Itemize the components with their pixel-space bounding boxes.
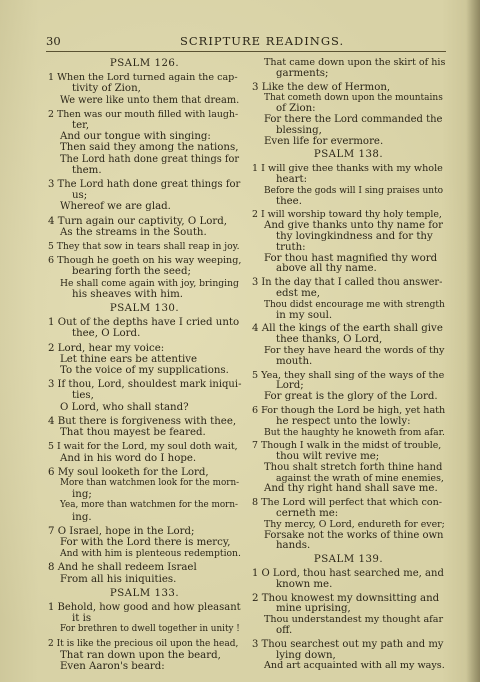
verse xyxy=(252,371,445,403)
verse-line: above all thy name. xyxy=(276,263,377,275)
verse-line: 2 I will worship toward thy holy temple, xyxy=(252,209,442,221)
verse-line: That cometh down upon the mountains xyxy=(264,93,443,104)
left-column xyxy=(48,58,241,675)
page-edge-shadow xyxy=(466,0,480,682)
verse-line: 1 O Lord, thou hast searched me, and xyxy=(252,568,444,580)
verse-line: 3 If thou, Lord, shouldest mark iniqui- xyxy=(48,379,242,391)
verse-line: For with the Lord there is mercy, xyxy=(60,536,231,548)
verse-line: 3 Thou searchest out my path and my xyxy=(252,638,444,650)
verse xyxy=(252,324,445,367)
verse-line: of Zion: xyxy=(276,103,316,115)
verse-line: As the streams in the South. xyxy=(60,226,207,238)
verse-line: bearing forth the seed; xyxy=(72,266,191,278)
verse-line: And in his word do I hope. xyxy=(60,452,197,464)
verse xyxy=(252,640,445,672)
verse-line: 5 They that sow in tears shall reap in joy. xyxy=(48,241,240,253)
verse-line: And our tongue with singing: xyxy=(60,131,211,143)
verse-line: For brethren to dwell together in unity ! xyxy=(60,624,240,635)
verse-line: edst me, xyxy=(276,287,321,299)
verse-line: And with him is plenteous redemption. xyxy=(60,548,241,560)
verse-line: From all his iniquities. xyxy=(60,573,177,585)
verse-line: Forsake not the works of thine own xyxy=(264,529,444,541)
verse-line: 3 Like the dew of Hermon, xyxy=(252,81,391,93)
verse-line: tivity of Zion, xyxy=(72,83,141,95)
verse-line: thy lovingkindness and for thy xyxy=(276,230,433,242)
verse xyxy=(252,441,445,495)
verse-line: 1 Out of the depths have I cried unto xyxy=(48,317,240,329)
verse-line: them. xyxy=(72,164,102,176)
verse-line: Thou shalt stretch forth thine hand xyxy=(264,461,443,473)
verse-line: 6 For though the Lord be high, yet hath xyxy=(252,404,446,416)
verse xyxy=(48,255,241,300)
verse xyxy=(48,602,241,636)
verse-line: He shall come again with joy, bringing xyxy=(60,277,239,289)
verse-line: And give thanks unto thy name for xyxy=(264,220,443,232)
verse xyxy=(252,569,445,591)
verse-line: 7 Though I walk in the midst of trouble, xyxy=(252,440,442,452)
psalm-heading: PSALM 138. xyxy=(313,149,384,161)
verse-line: mine uprising, xyxy=(276,603,351,615)
verse-line: us; xyxy=(72,190,88,202)
verse-line: O Lord, who shall stand? xyxy=(60,401,189,413)
verse-line: thee thanks, O Lord, xyxy=(276,334,383,346)
verse xyxy=(48,109,241,176)
verse-line: Thy mercy, O Lord, endureth for ever; xyxy=(264,518,445,530)
verse-line: blessing, xyxy=(276,124,322,136)
verse-line: in my soul. xyxy=(276,309,333,321)
verse-line: Even life for evermore. xyxy=(264,135,384,147)
verse-line: lying down, xyxy=(276,649,336,661)
verse-line: The Lord hath done great things for xyxy=(60,153,240,165)
verse-line: Lord; xyxy=(276,380,304,392)
verse-line: 5 I wait for the Lord, my soul doth wait, xyxy=(48,441,238,453)
verse xyxy=(48,441,241,463)
verse-line: Before the gods will I sing praises unto xyxy=(264,185,444,196)
psalm-heading: PSALM 139. xyxy=(313,554,384,566)
verse-line: Whereof we are glad. xyxy=(60,201,171,213)
verse-line: garments; xyxy=(276,67,329,79)
verse-line: 8 And he shall redeem Israel xyxy=(48,562,197,574)
verse-line: And thy right hand shall save me. xyxy=(264,483,438,495)
psalm-heading: PSALM 133. xyxy=(109,587,180,599)
verse-line: mouth. xyxy=(276,355,313,367)
verse xyxy=(48,317,241,339)
verse xyxy=(48,467,241,523)
verse xyxy=(252,83,445,148)
verse-line: ties, xyxy=(72,390,94,402)
verse-line: For thou hast magnified thy word xyxy=(264,252,438,264)
verse-line: To the voice of my supplications. xyxy=(60,365,229,377)
verse xyxy=(48,241,241,252)
verse xyxy=(252,278,445,321)
verse xyxy=(252,406,445,438)
verse-line: Thou understandest my thought afar xyxy=(264,614,444,626)
verse xyxy=(48,216,241,238)
verse-line: 6 My soul looketh for the Lord, xyxy=(48,466,209,478)
verse-line: ing. xyxy=(72,511,92,523)
verse-line: Then said they among the nations, xyxy=(60,142,239,154)
verse-line: 6 Though he goeth on his way weeping, xyxy=(48,255,242,267)
verse xyxy=(252,594,445,637)
verse xyxy=(252,498,445,552)
verse-line: ter, xyxy=(72,120,90,132)
verse-line: thee, O Lord. xyxy=(72,328,141,340)
verse-line: thee. xyxy=(276,195,302,207)
verse xyxy=(48,416,241,438)
verse-line: it is xyxy=(72,613,92,625)
right-column xyxy=(252,58,445,675)
verse-line: 2 Thou knowest my downsitting and xyxy=(252,592,440,604)
verse-line: truth: xyxy=(276,241,306,253)
verse xyxy=(48,379,241,413)
verse-line: And art acquainted with all my ways. xyxy=(264,660,445,672)
verse-line: 2 Lord, hear my voice: xyxy=(48,342,165,354)
verse xyxy=(252,164,445,207)
verse-line: 1 I will give thee thanks with my whole xyxy=(252,163,443,175)
running-header xyxy=(0,34,480,52)
running-title: SCRIPTURE READINGS. xyxy=(180,34,345,48)
verse-line: 2 Then was our mouth filled with laugh- xyxy=(48,108,239,120)
verse xyxy=(48,639,241,673)
verse-line: More than watchmen look for the morn- xyxy=(60,477,240,488)
verse-line: 2 It is like the precious oil upon the head, xyxy=(48,638,239,649)
verse-line: heart: xyxy=(276,173,308,185)
verse-line: 7 O Israel, hope in the Lord; xyxy=(48,525,195,537)
verse-line: 5 Yea, they shall sing of the ways of the xyxy=(252,369,445,381)
verse-line: Even Aaron's beard: xyxy=(60,660,165,672)
header-rule xyxy=(46,51,446,52)
verse-line: off. xyxy=(276,625,293,637)
verse-line: Yea, more than watchmen for the morn- xyxy=(60,500,238,511)
verse xyxy=(48,526,241,560)
verse xyxy=(48,179,241,213)
verse-line: 1 Behold, how good and how pleasant xyxy=(48,601,241,613)
verse-line: his sheaves with him. xyxy=(72,288,184,300)
verse-line: Let thine ears be attentive xyxy=(60,353,198,365)
verse-line: But the haughty he knoweth from afar. xyxy=(264,426,445,438)
verse-line: 8 The Lord will perfect that which con- xyxy=(252,497,443,509)
verse-line: thou wilt revive me; xyxy=(276,451,380,463)
verse-line: 4 Turn again our captivity, O Lord, xyxy=(48,215,228,227)
verse-line: 4 All the kings of the earth shall give xyxy=(252,323,443,335)
verse xyxy=(48,72,241,106)
verse-line: 3 In the day that I called thou answer- xyxy=(252,277,443,289)
verse-line: We were like unto them that dream. xyxy=(60,94,240,106)
verse-line: he respect unto the lowly: xyxy=(276,415,411,427)
verse-line: ing; xyxy=(72,489,92,501)
verse-line: For great is the glory of the Lord. xyxy=(264,391,438,403)
verse-line: 4 But there is forgiveness with thee, xyxy=(48,415,237,427)
verse-line: known me. xyxy=(276,578,333,590)
verse-line: That ran down upon the beard, xyxy=(60,649,221,661)
verse xyxy=(48,343,241,377)
psalm-heading: PSALM 130. xyxy=(109,303,180,315)
verse-line: 3 The Lord hath done great things for xyxy=(48,179,241,191)
verse-line: That thou mayest be feared. xyxy=(60,427,206,439)
verse xyxy=(252,58,445,80)
verse-line: For they have heard the words of thy xyxy=(264,344,445,356)
psalm-heading: PSALM 126. xyxy=(109,58,180,69)
verse-line: cerneth me: xyxy=(276,508,339,520)
verse-line: against the wrath of mine enemies, xyxy=(276,472,444,484)
verse-line: Thou didst encourage me with strength xyxy=(264,299,445,310)
verse xyxy=(48,562,241,584)
verse xyxy=(252,210,445,275)
verse-line: That came down upon the skirt of his xyxy=(264,57,446,68)
verse-line: hands. xyxy=(276,540,311,552)
verse-line: For there the Lord commanded the xyxy=(264,113,443,125)
page-number: 30 xyxy=(46,34,61,48)
verse-line: 1 When the Lord turned again the cap- xyxy=(48,72,238,84)
